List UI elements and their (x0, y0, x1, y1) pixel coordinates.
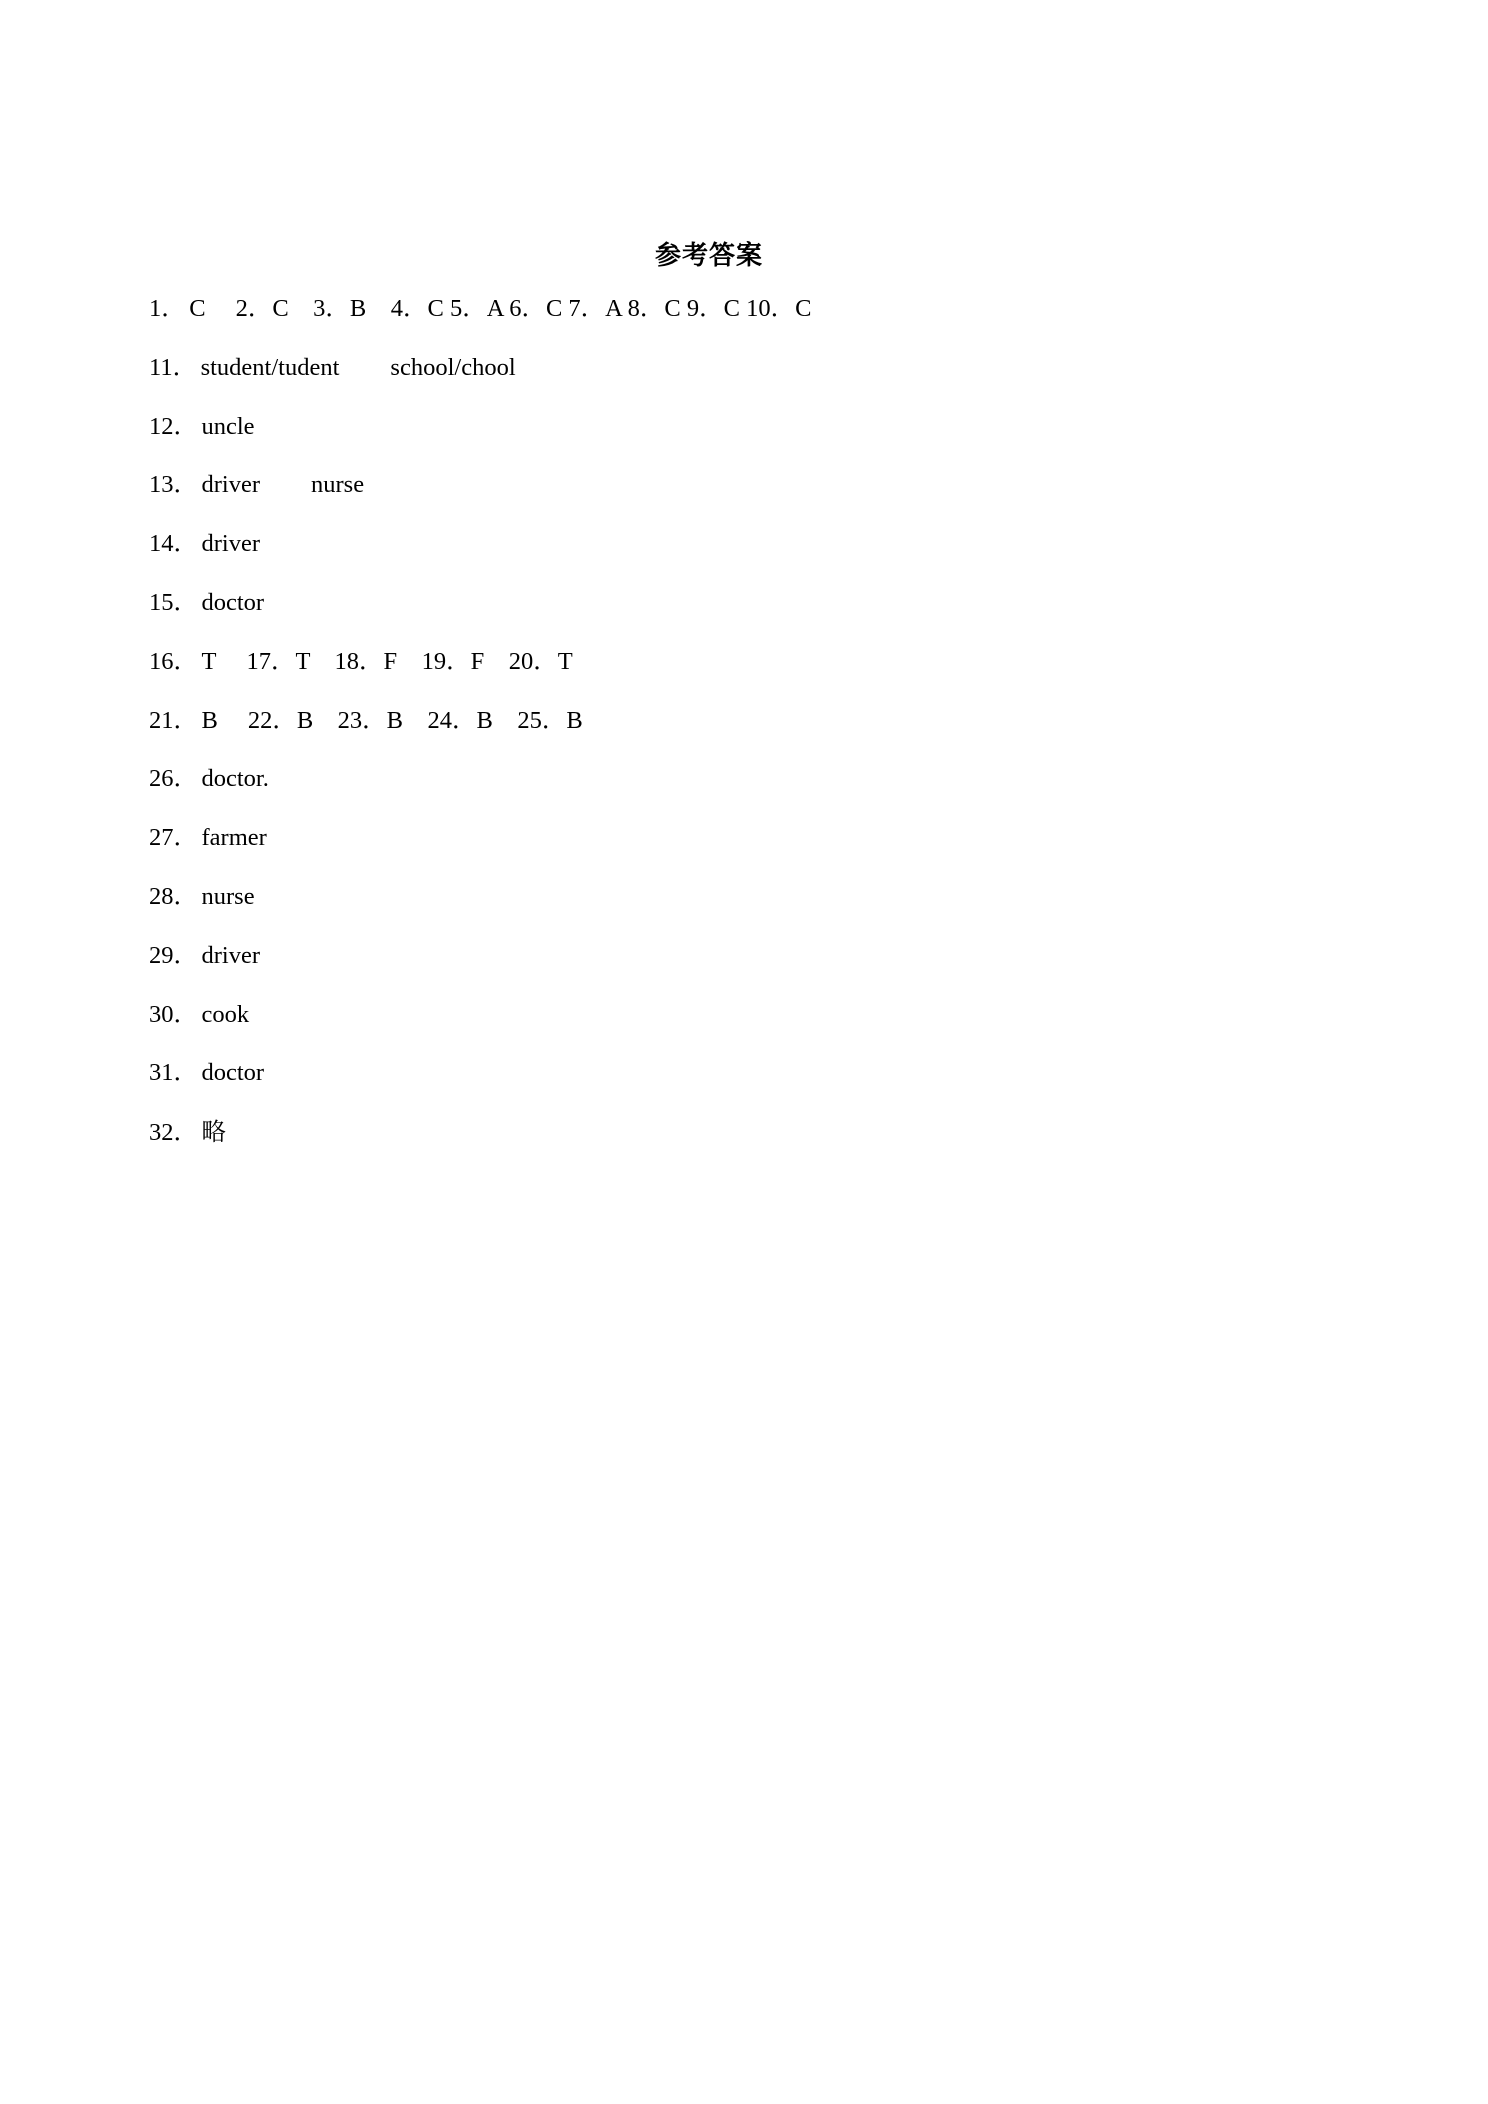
question-number: 27 (149, 824, 174, 852)
answer-text: doctor. (201, 765, 269, 793)
answer-text: 略 (201, 1117, 226, 1147)
question-number: 28 (149, 882, 174, 910)
answer-text: driver (201, 530, 260, 558)
question-number: 16 (149, 647, 174, 675)
answer-line-1: 1． C 2．C 3．B 4．C 5．A 6．C 7．A 8．C 9．C 10．C (149, 289, 1349, 348)
question-number: 14 (149, 530, 174, 558)
answer-line-32: 32． 略 (149, 1112, 1349, 1171)
page-title: 参考答案 (654, 241, 763, 271)
answer-text: cook (201, 1000, 250, 1028)
answer-line-13: 13． driver nurse (149, 465, 1349, 524)
answer-text: nurse (201, 882, 255, 910)
answer-line-27: 27． farmer (149, 818, 1349, 877)
question-number: 29 (149, 941, 174, 969)
answer-line-15: 15． doctor (149, 583, 1349, 642)
answer-text: student/tudent (200, 353, 340, 381)
answer-list (149, 289, 1349, 1171)
answer-text: 17．T 18．F 19．F 20．T (246, 647, 573, 675)
answer-text: nurse (311, 471, 365, 499)
answer-line-11: 11． student/tudent school/chool (149, 348, 1349, 407)
answer-line-29: 29． driver (149, 936, 1349, 995)
answer-text: 2．C 3．B 4．C 5．A 6．C 7．A 8．C 9．C 10．C (235, 295, 812, 322)
question-number: 15 (149, 588, 174, 616)
question-number: 13 (149, 471, 174, 499)
answer-text: C (189, 295, 206, 322)
answer-line-12: 12． uncle (149, 407, 1349, 466)
answer-text: driver (201, 471, 260, 499)
question-number: 26 (149, 765, 174, 793)
answer-text: farmer (201, 824, 267, 852)
question-number: 21 (149, 706, 174, 734)
question-number: 30 (149, 1000, 174, 1028)
answer-text: doctor (201, 588, 265, 616)
answer-text: B (201, 706, 218, 734)
question-number: 32 (149, 1119, 174, 1147)
answer-text: uncle (201, 412, 255, 440)
answer-line-14: 14． driver (149, 524, 1349, 583)
answer-text: school/chool (390, 353, 516, 381)
question-number: 1 (149, 295, 162, 322)
answer-line-16: 16． T 17．T 18．F 19．F 20．T (149, 642, 1349, 701)
answer-text: T (201, 647, 217, 675)
question-number: 31 (149, 1059, 174, 1087)
answer-line-30: 30． cook (149, 995, 1349, 1054)
question-number: 12 (149, 412, 174, 440)
answer-line-21: 21． B 22．B 23．B 24．B 25．B (149, 701, 1349, 760)
answer-text: doctor (201, 1059, 265, 1087)
answer-line-31: 31． doctor (149, 1053, 1349, 1112)
answer-text: 22．B 23．B 24．B 25．B (247, 706, 583, 734)
question-number: 11 (149, 353, 173, 381)
answer-text: driver (201, 941, 260, 969)
answer-line-28: 28． nurse (149, 877, 1349, 936)
answer-line-26: 26． doctor. (149, 759, 1349, 818)
